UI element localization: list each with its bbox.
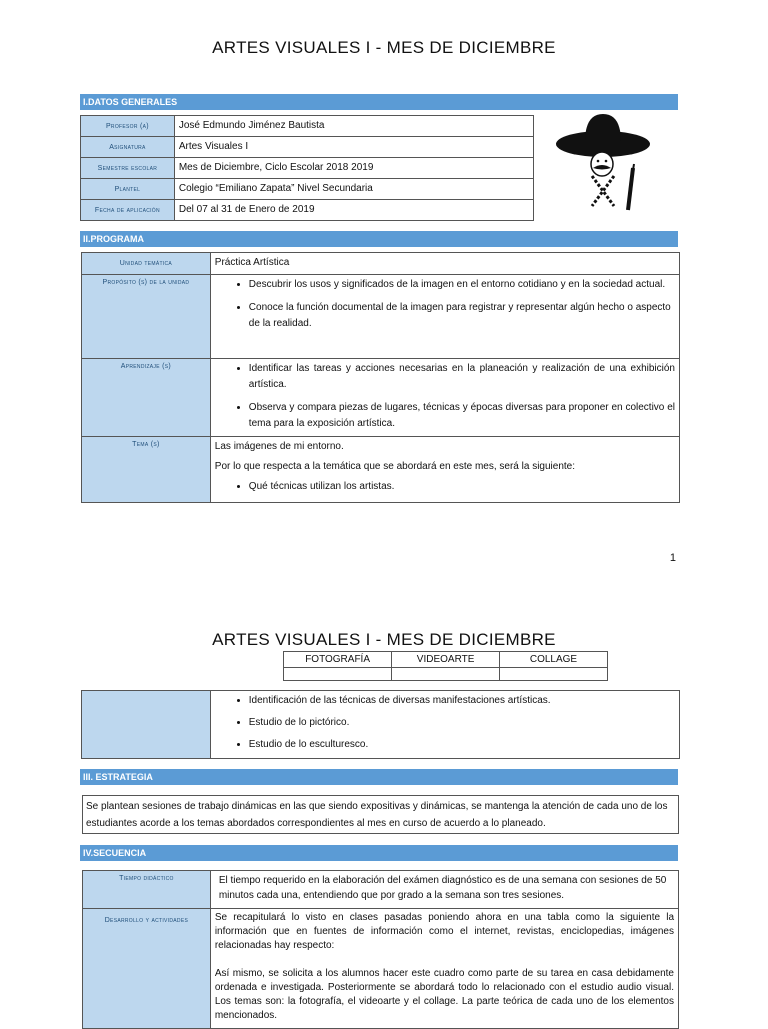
tema-line: Por lo que respecta a la temática que se abordará en este mes, será la siguiente: [214,461,576,472]
label-cell: Semestre escolar [81,158,175,179]
table-row [81,179,534,200]
list-item: • Identificar las tareas y acciones necesarias en la planeación y realización de una exhibición artística. [249,361,675,393]
aprendizaje-label: Aprendizaje (s) [82,359,211,437]
column-header: VIDEOARTE [392,652,500,668]
value-cell: Mes de Diciembre, Ciclo Escolar 2018 2019 [174,158,533,179]
techniques-table [283,651,608,681]
table-row [81,158,534,179]
page-number: 1 [669,552,676,564]
table-row [83,871,679,909]
table-row [284,652,608,668]
list-item: • Estudio de lo pictórico. [249,715,675,731]
table-row [81,137,534,158]
column-header: FOTOGRAFÍA [284,652,392,668]
table-row [284,668,608,681]
table-row [83,909,679,1029]
empty-cell [499,668,607,681]
table-row [82,275,680,359]
datos-generales-table [80,115,534,221]
label-cell [82,691,211,759]
tema-continuation-value [210,691,679,759]
list-item: • Conoce la función documental de la imagen para registrar y representar algún hecho o aspecto de la realidad. [249,300,675,332]
list-item: • Identificación de las técnicas de diversas manifestaciones artísticas. [249,693,675,709]
section-header-datos: I.DATOS GENERALES [80,94,678,110]
section-header-secuencia: IV.SECUENCIA [80,845,678,861]
tema-line: Las imágenes de mi entorno. [214,441,344,452]
list-item: • Qué técnicas utilizan los artistas. [249,479,675,495]
list-item: • Descubrir los usos y significados de la imagen en el entorno cotidiano y en la sociedad actual. [249,277,675,293]
table-row [81,200,534,221]
proposito-label: Propósito (s) de la unidad [82,275,211,359]
label-cell: Asignatura [81,137,175,158]
empty-cell [284,668,392,681]
table-row [81,116,534,137]
zapata-illustration [555,110,655,214]
estrategia-text: Se plantean sesiones de trabajo dinámicas en las que siendo expositivas y dinámicas, se mantenga la atención de cada uno de los estudiantes acorde a los temas abordados correspondientes al mes en curso de acuerdo a lo planeado. [82,795,679,834]
list-item: • Observa y compara piezas de lugares, técnicas y épocas diversas para proponer en colectivo el tema para la exposición artística. [249,400,675,432]
label-cell: Profesor (a) [81,116,175,137]
section-header-programa: II.PROGRAMA [80,231,678,247]
desarrollo-label: Desarrollo y actividades [83,909,211,1029]
table-row [82,359,680,437]
value-cell: José Edmundo Jiménez Bautista [174,116,533,137]
unidad-label: Unidad temática [82,253,211,275]
page-title: ARTES VISUALES I - MES DE DICIEMBRE [212,38,556,57]
value-cell: Del 07 al 31 de Enero de 2019 [174,200,533,221]
list-item: • Estudio de lo esculturesco. [249,737,675,753]
tiempo-value: El tiempo requerido en la elaboración del exámen diagnóstico es de una semana con sesiones de 50 minutos cada una, entendiendo que por grado a la semana son tres sesiones. [210,871,678,909]
column-header: COLLAGE [499,652,607,668]
desarrollo-paragraph: Se recapitulará lo visto en clases pasadas poniendo ahora en una tabla como la siguiente la información que en fuentes de información como el internet, revistas, enciclopedias, imágenes relacionadas hay respecto: [214,912,674,951]
table-row [82,691,680,759]
empty-cell [392,668,500,681]
label-cell: Plantel [81,179,175,200]
proposito-value [210,275,679,359]
secuencia-table [82,870,679,1029]
tema-continuation-table [81,690,680,759]
tiempo-label: Tiempo didáctico [83,871,211,909]
desarrollo-value [210,909,678,1029]
tema-value [210,437,679,503]
page-title: ARTES VISUALES I - MES DE DICIEMBRE [212,630,556,649]
section-header-estrategia: III. ESTRATEGIA [80,769,678,785]
desarrollo-paragraph: Así mismo, se solicita a los alumnos hacer este cuadro como parte de su tarea en casa debidamente ordenada e investigada. Posteriormente se abordará todo lo relacionado con el estudio audio visual. Los temas son: la fotografía, el videoarte y el collage. La parte teórica de cada uno de los elementos mencionados. [214,968,674,1021]
unidad-value: Práctica Artística [210,253,679,275]
value-cell: Colegio “Emiliano Zapata” Nivel Secundaria [174,179,533,200]
table-row [82,253,680,275]
aprendizaje-value [210,359,679,437]
label-cell: Fecha de aplicación [81,200,175,221]
value-cell: Artes Visuales I [174,137,533,158]
programa-table [81,252,680,503]
tema-label: Tema (s) [82,437,211,503]
table-row [82,437,680,503]
